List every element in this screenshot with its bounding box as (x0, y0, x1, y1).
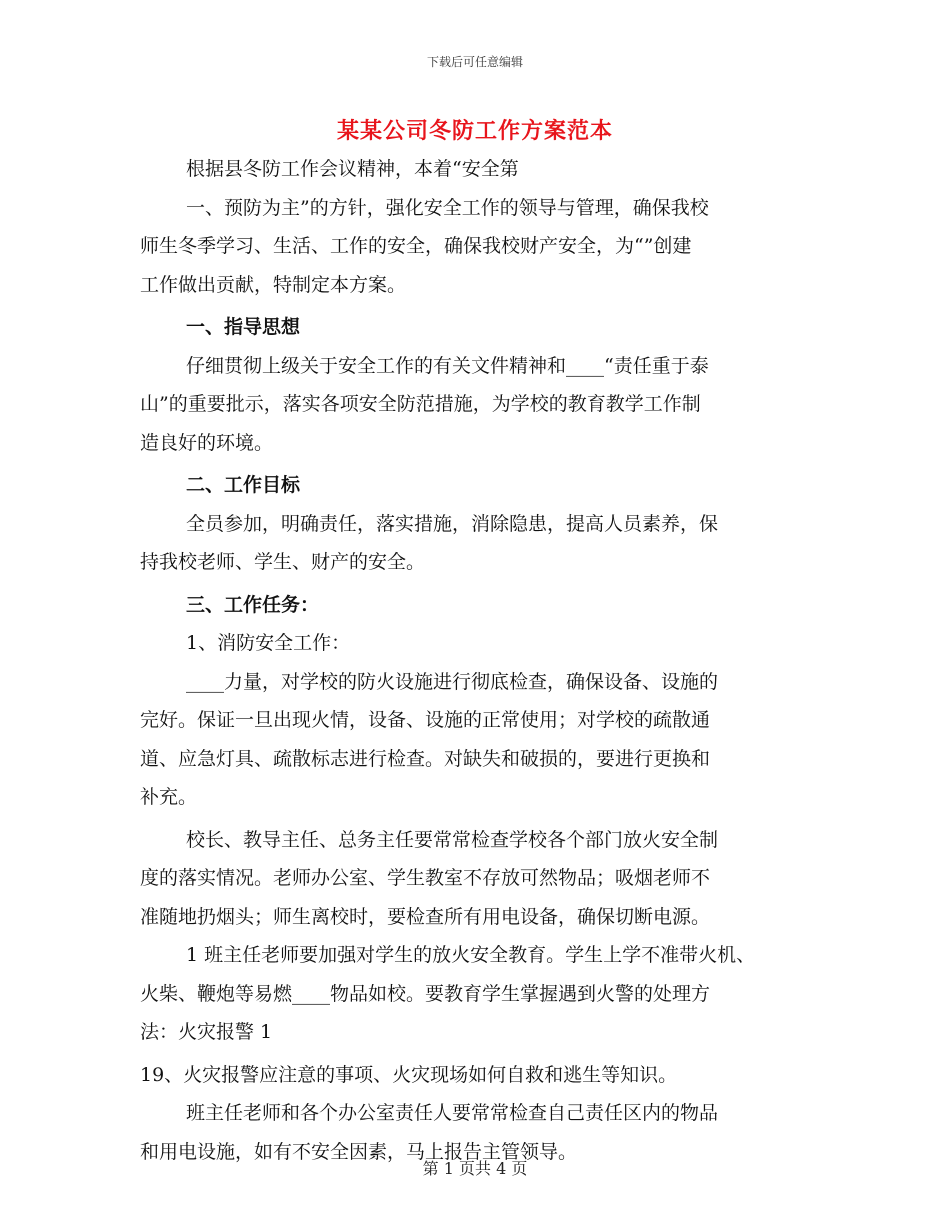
paragraph-line: 一、预防为主”的方针，强化安全工作的领导与管理，确保我校 (186, 196, 709, 219)
paragraph-line: 山”的重要批示，落实各项安全防范措施，为学校的教育教学工作制 (140, 393, 701, 415)
document-body (140, 150, 810, 1171)
paragraph-line: 完好。保证一旦出现火情，设备、设施的正常使用；对学校的疏散通 (140, 709, 711, 731)
paragraph-line: 准随地扔烟头；师生离校时，要检查所有用电设备，确保切断电源。 (140, 905, 711, 928)
section-heading: 三、工作任务： (186, 593, 320, 616)
paragraph-line: 度的落实情况。老师办公室、学生教室不存放可然物品；吸烟老师不 (140, 867, 711, 889)
paragraph-line: 工作做出贡献，特制定本方案。 (140, 273, 407, 296)
paragraph-line: 法：火灾报警 1 (140, 1021, 273, 1043)
paragraph-line: 道、应急灯具、疏散标志进行检查。对缺失和破损的，要进行更换和 (140, 747, 711, 770)
paragraph-line: ____力量，对学校的防火设施进行彻底检查，确保设备、设施的 (186, 670, 719, 693)
page-header: 下载后可任意编辑 (426, 55, 523, 69)
paragraph-line: 19、火灾报警应注意的事项、火灾现场如何自救和逃生等知识。 (140, 1063, 678, 1086)
paragraph-line: 1 班主任老师要加强对学生的放火安全教育。学生上学不准带火机、 (186, 944, 756, 966)
section-heading: 一、指导思想 (186, 316, 301, 338)
document-title: 某某公司冬防工作方案范本 (336, 118, 613, 144)
paragraph-line: 班主任老师和各个办公室责任人要常常检查自己责任区内的物品 (186, 1102, 719, 1124)
paragraph-line: 火柴、鞭炮等易燃____物品如校。要教育学生掌握遇到火警的处理方 (140, 982, 711, 1005)
paragraph-line: 持我校老师、学生、财产的安全。 (140, 551, 426, 573)
paragraph-line: 和用电设施，如有不安全因素，马上报告主管领导。 (140, 1140, 578, 1163)
paragraph-line: 造良好的环境。 (140, 431, 274, 454)
paragraph-line: 仔细贯彻上级关于安全工作的有关文件精神和____“责任重于泰 (186, 354, 709, 377)
paragraph-line: 师生冬季学习、生活、工作的安全，确保我校财产安全，为“”创建 (140, 235, 692, 257)
paragraph-line: 校长、教导主任、总务主任要常常检查学校各个部门放火安全制 (186, 828, 719, 851)
page-number: 第 1 页共 4 页 (422, 1159, 528, 1178)
subsection-heading: 1、消防安全工作： (186, 632, 351, 654)
paragraph-line: 根据县冬防工作会议精神，本着“安全第 (186, 158, 519, 180)
paragraph-line: 补充。 (140, 786, 198, 808)
section-heading: 二、工作目标 (186, 474, 301, 496)
paragraph-line: 全员参加，明确责任，落实措施，消除隐患，提高人员素养，保 (186, 512, 719, 535)
